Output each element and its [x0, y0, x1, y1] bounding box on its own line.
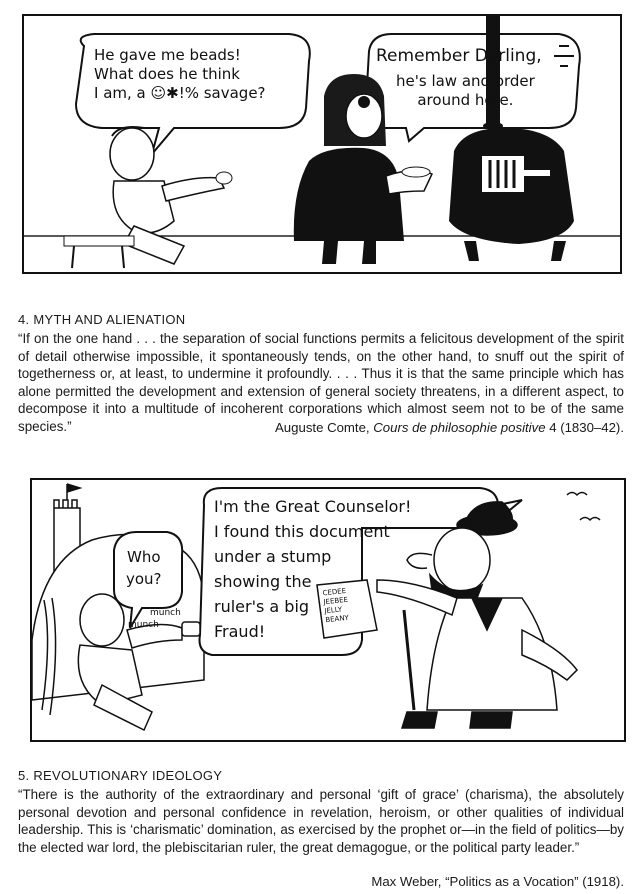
comte-author: Auguste Comte, [275, 420, 370, 435]
comte-work-title: Cours de philosophie positive [373, 420, 546, 435]
left-bubble-text: He gave me beads! What does he think I am, a ☺✱!% savage? [94, 46, 266, 102]
birds-illustration [567, 493, 600, 521]
comte-work-detail: 4 (1830–42). [549, 420, 624, 435]
right-bubble-text: he's law and order around here. [396, 72, 535, 109]
cartoon-panel-1 [22, 14, 622, 274]
section-5-attribution: Max Weber, “Politics as a Vocation” (1918). [371, 874, 624, 889]
section-4-attribution [275, 420, 624, 435]
small-bubble-text: Who you? [126, 548, 162, 588]
section-4-heading: 4. MYTH AND ALIENATION [18, 312, 186, 327]
munch-sound-1: munch [150, 608, 181, 618]
munch-sound-2: munch [128, 620, 159, 630]
section-5-heading: 5. REVOLUTIONARY IDEOLOGY [18, 768, 223, 783]
document-label: CEDEE JEEBEE JELLY BEANY [322, 586, 350, 625]
seated-man-illustration [64, 127, 232, 268]
section-5-quote: “There is the authority of the extraordinary and personal ‘gift of grace’ (charisma), the absolutely personal devotion and personal confidence in revelation, heroism, or other qualities of individual leadership. This is ‘charismatic’ domination, as exercised by the prophet or—in the field of politics—by the elected war lord, the plebiscitarian ruler, the great demagogue, or the political party leader.” [18, 787, 624, 855]
right-bubble-title: Remember Darling, [376, 46, 542, 66]
section-4-quote: “If on the one hand . . . the separation of social functions permits a felicitous development of the spirit of detail otherwise impossible, it spontaneously tends, on the other hand, to snuff out the spirit of togetherness or, at least, to undermine it profoundly. . . . Thus it is that the same principle which has alone permitted the development and extension of general society threatens, in a different aspect, to decompose it into a multitude of incoherent corporations which almost seem not to be of the same species.” [18, 331, 624, 434]
cartoon-panel-2 [30, 478, 626, 742]
big-bubble-text: I'm the Great Counselor! I found this document under a stump showing the ruler's a big Fraud! [214, 497, 412, 641]
